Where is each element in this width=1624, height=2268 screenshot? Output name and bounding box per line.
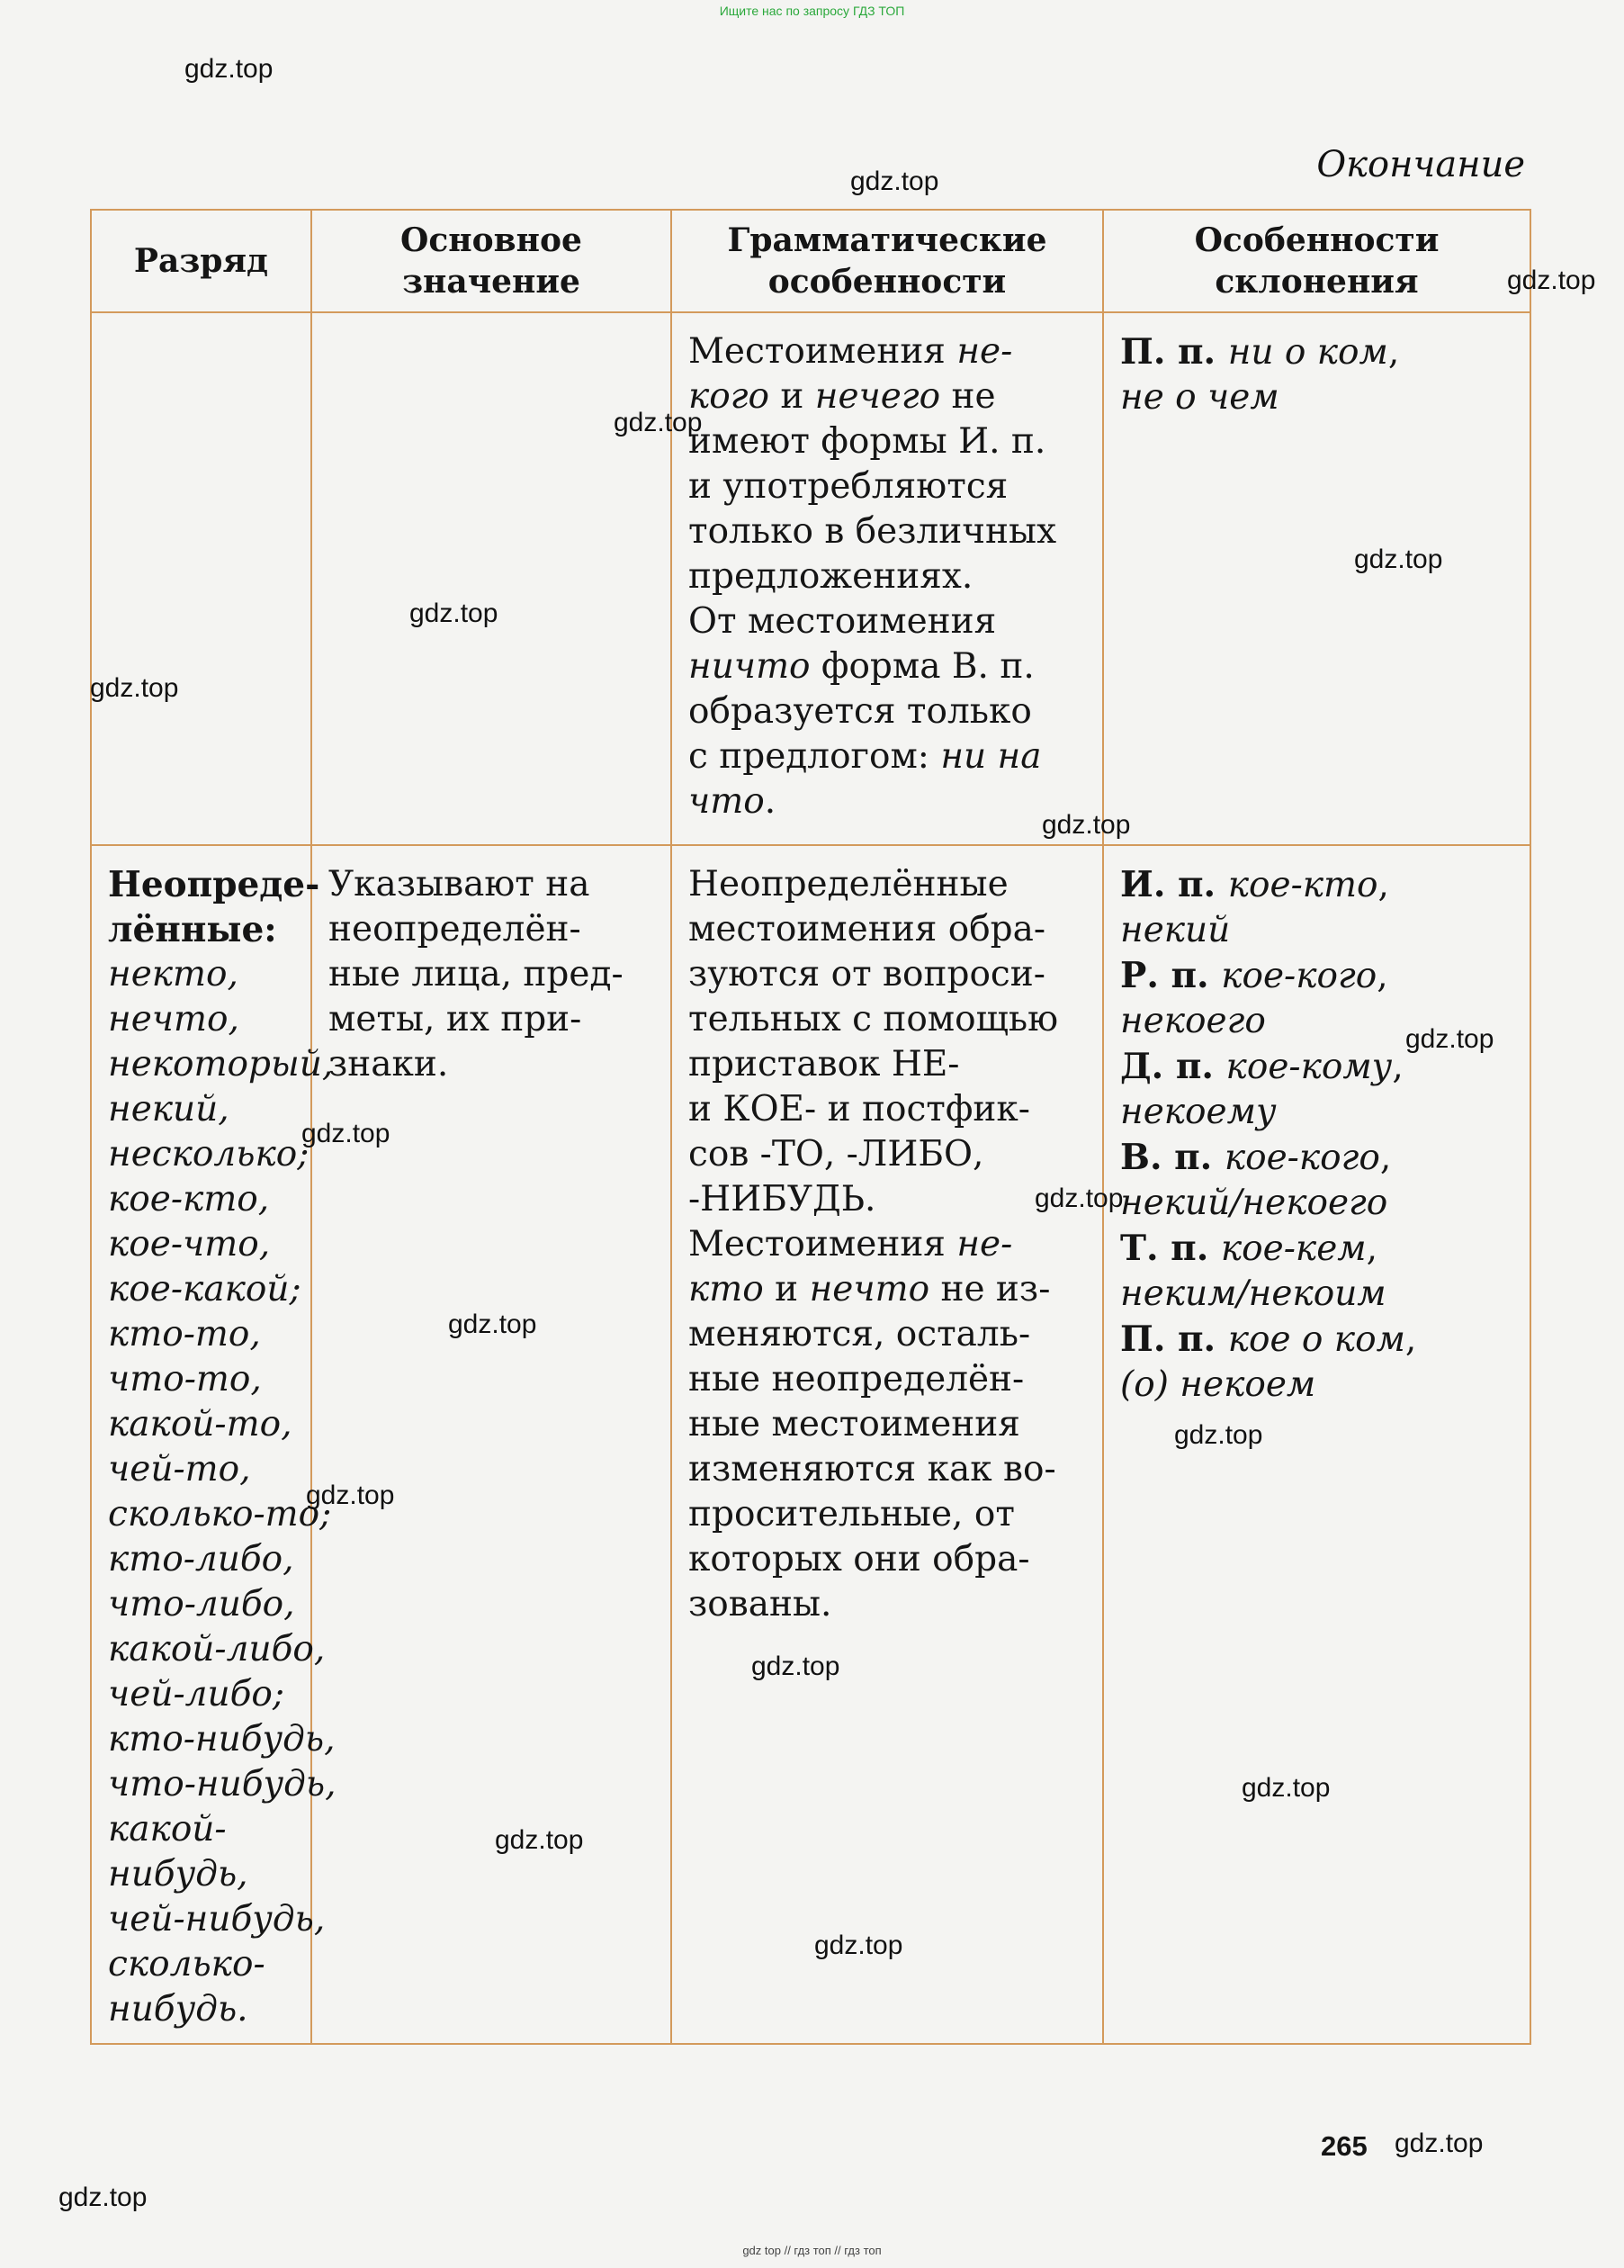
watermark: gdz.top [1174,1420,1263,1450]
text-line: -НИБУДЬ. [688,1179,876,1220]
text-line: имеют формы И. п. [688,421,1046,462]
text-line: кто и нечто не из- [688,1269,1051,1310]
pronoun-item: нибудь. [108,1989,248,2030]
watermark: gdz.top [1035,1184,1124,1213]
header-grammar [671,210,1103,312]
table-row-indefinite [91,845,1530,2044]
text-line: образуется только [688,691,1032,732]
case-line: Р. п. кое-кого, [1120,955,1388,996]
watermark: gdz.top [1395,2128,1484,2158]
cell-meaning [311,312,671,845]
text-line: не о чем [1120,377,1279,418]
header-category [91,210,311,312]
watermark: gdz.top [850,166,939,196]
case-line: В. п. кое-кого, [1120,1137,1392,1178]
text-line: Местоимения не- [688,1224,1013,1264]
text-line: только в безличных [688,511,1057,552]
text-line: местоимения обра- [688,909,1046,950]
watermark: gdz.top [751,1652,840,1681]
watermark: gdz.top [306,1480,395,1510]
pronoun-item: некий, [108,1089,229,1130]
watermark: gdz.top [58,2182,148,2212]
text-line: меняются, осталь- [688,1314,1031,1354]
pronoun-item: какой-то, [108,1404,292,1444]
text-line: Местоимения не- [688,331,1013,372]
cell-declension [1103,312,1530,845]
text-line: ные местоимения [688,1404,1020,1444]
text-line: кого и нечего не [688,376,996,417]
cell-category [91,845,336,2044]
watermark: gdz.top [1507,266,1596,295]
pronoun-item: какой-либо, [108,1629,326,1670]
watermark: gdz.top [1242,1773,1331,1803]
header-meaning [311,210,671,312]
watermark: gdz.top [90,673,179,703]
table-caption: Окончание [1316,144,1525,185]
text-line: От местоимения [688,601,997,642]
pronoun-item: что-нибудь, [108,1764,336,1804]
case-line: (о) некоем [1120,1364,1316,1405]
bottom-banner[interactable]: gdz top // гдз топ // гдз топ [742,2244,882,2257]
text-line: приставок НЕ- [688,1044,960,1084]
text-line: сов -ТО, -ЛИБО, [688,1134,984,1174]
watermark: gdz.top [1405,1024,1494,1054]
case-line: И. п. кое-кто, [1120,864,1389,905]
case-line: Т. п. кое-кем, [1120,1228,1378,1269]
text-line: неопределён- [328,909,581,950]
header-line: значение [402,263,580,301]
pronoun-item: некоторый, [108,1044,334,1084]
text-line: ные лица, пред- [328,954,624,994]
pronoun-item: несколько; [108,1134,310,1174]
case-line: неким/некоим [1120,1274,1386,1314]
page-number: 265 [1321,2130,1368,2162]
pronoun-item: кое-что, [108,1224,271,1264]
pronoun-item: кто-то, [108,1314,261,1354]
pronoun-item: нибудь, [108,1854,248,1894]
watermark: gdz.top [614,408,703,437]
text-line: предложениях. [688,556,974,597]
header-line: склонения [1215,263,1419,301]
category-title: Неопреде- [108,864,320,905]
pronoun-item: кто-либо, [108,1539,294,1580]
header-line: Грамматические [727,221,1047,259]
pronoun-item: кое-кто, [108,1179,270,1220]
pronoun-item: нечто, [108,999,239,1040]
text-line: просительные, от [688,1494,1015,1534]
watermark: gdz.top [814,1930,903,1960]
header-declension [1103,210,1530,312]
watermark: gdz.top [448,1310,537,1339]
text-line: которых они обра- [688,1539,1030,1580]
case-line: П. п. кое о ком, [1120,1318,1417,1360]
watermark: gdz.top [1042,810,1131,840]
pronoun-item: что-то, [108,1359,262,1400]
text-line: П. п. ни о ком, [1120,331,1400,373]
text-line: Неопределённые [688,864,1009,904]
text-line: и КОЕ- и постфик- [688,1089,1030,1130]
text-line: что. [688,781,776,822]
text-line: зуются от вопроси- [688,954,1045,994]
text-line: меты, их при- [328,999,582,1040]
text-line: изменяются как во- [688,1449,1056,1490]
cell-meaning [311,845,671,2044]
header-line: Основное [400,221,582,259]
cell-grammar [671,312,1103,845]
case-line: некий [1120,910,1231,950]
cell-category [91,312,311,845]
text-line: ные неопределён- [688,1359,1025,1400]
text-line: Указывают на [328,864,590,904]
watermark: gdz.top [184,54,274,84]
text-line: тельных с помощью [688,999,1059,1040]
watermark: gdz.top [495,1825,584,1855]
case-line: некоего [1120,1001,1266,1041]
header-line: особенности [767,263,1007,301]
case-line: некий/некоего [1120,1183,1388,1223]
top-banner[interactable]: Ищите нас по запросу ГДЗ ТОП [719,4,905,18]
pronoun-item: сколько- [108,1944,265,1984]
header-line: Особенности [1194,221,1440,259]
category-title: лённые: [108,909,277,950]
watermark: gdz.top [1354,544,1443,574]
pronoun-item: чей-либо; [108,1674,285,1714]
pronoun-item: какой- [108,1809,227,1850]
case-line: Д. п. кое-кому, [1120,1046,1404,1087]
watermark: gdz.top [301,1119,390,1148]
text-line: и употребляются [688,466,1009,507]
pronoun-item: сколько-то; [108,1494,332,1534]
text-line: с предлогом: ни на [688,736,1042,777]
text-line: знаки. [328,1044,449,1084]
text-line: зованы. [688,1584,832,1624]
header-row [91,210,1530,312]
pronoun-item: чей-нибудь, [108,1899,326,1940]
pronoun-item: некто, [108,954,238,994]
header-line: Разряд [133,242,269,280]
case-line: некоему [1120,1092,1277,1132]
pronoun-item: чей-то, [108,1449,251,1490]
text-line: ничто форма В. п. [688,646,1035,687]
pronoun-item: что-либо, [108,1584,295,1624]
pronoun-item: кое-какой; [108,1269,301,1310]
cell-grammar [671,845,1103,2044]
watermark: gdz.top [409,598,498,628]
table-row-negative [91,312,1530,845]
pronoun-item: кто-нибудь, [108,1719,336,1760]
